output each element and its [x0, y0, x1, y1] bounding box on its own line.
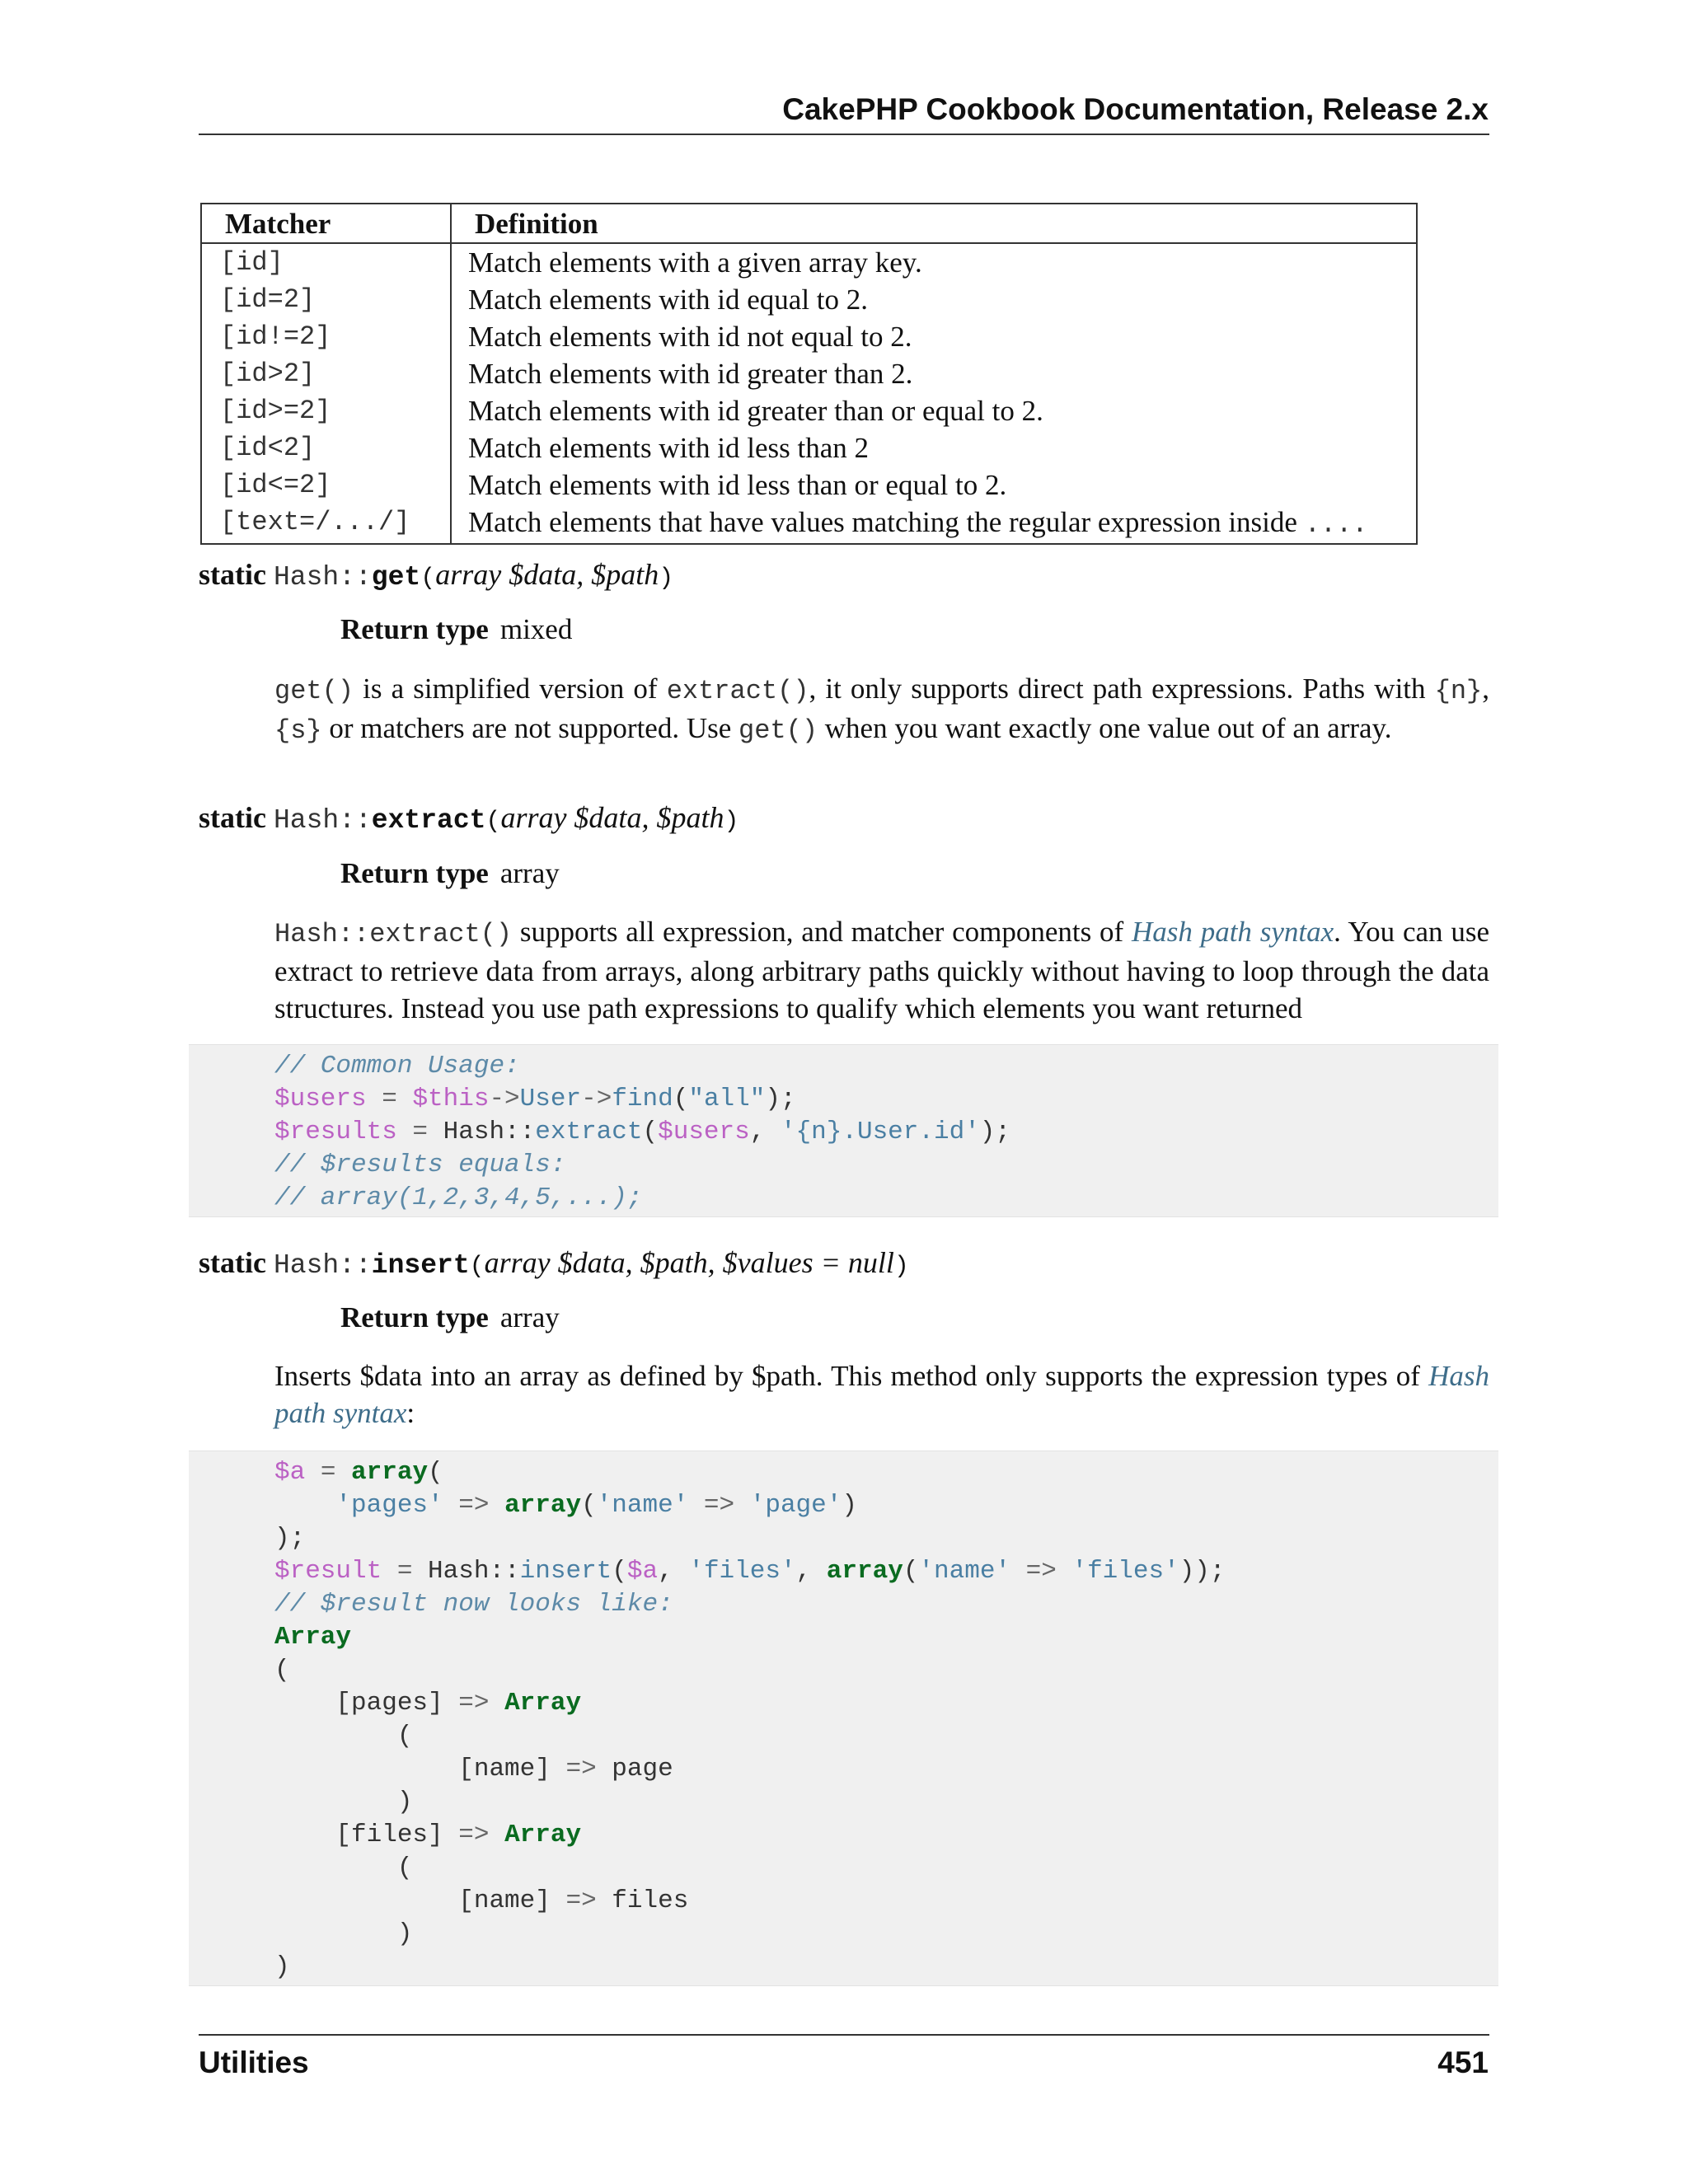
hash-path-syntax-link[interactable]: Hash path syntax: [274, 1360, 1489, 1429]
code-punct: );: [765, 1085, 796, 1113]
extract-return-type: [340, 857, 560, 890]
code-punct: (: [673, 1085, 689, 1113]
running-header-title: CakePHP Cookbook Documentation, Release 2.x: [782, 92, 1489, 126]
code-string: '{n}.User.id': [780, 1118, 980, 1146]
page-number: 451: [1437, 2046, 1489, 2079]
table-row: [201, 466, 1417, 504]
inline-code: Hash::extract(): [274, 919, 513, 949]
code-op: ->: [581, 1085, 612, 1113]
text: :: [406, 1397, 415, 1429]
column-header-matcher: Matcher: [201, 204, 451, 243]
code-text: [189, 1045, 1498, 1215]
extract-description: [274, 913, 1489, 1027]
text: . You can use extract to retrieve data from arrays, along arbitrary paths quickly without having to loop through the data structures. Instead you use path expressions to qualify which elements you want returned: [274, 916, 1489, 1024]
get-description: [274, 670, 1489, 749]
return-type-label: Return type: [340, 857, 489, 889]
definition-cell: Match elements with a given array key.: [468, 246, 922, 279]
table-header-row: [201, 204, 1417, 243]
code-var: $this: [412, 1085, 490, 1113]
open-paren: (: [469, 1253, 485, 1281]
hash-path-syntax-link[interactable]: Hash path syntax: [1132, 916, 1334, 948]
return-type-label: Return type: [340, 1301, 489, 1333]
code-comment: // Common Usage:: [274, 1052, 520, 1080]
open-paren: (: [485, 808, 501, 836]
text: ,: [1482, 673, 1489, 705]
inline-code: {n}: [1434, 676, 1483, 706]
table-row: [201, 355, 1417, 392]
footer-section-title: Utilities: [199, 2046, 309, 2079]
matcher-cell: [id=2]: [201, 281, 451, 318]
matcher-cell: [id<2]: [201, 429, 451, 466]
insert-code-block: [189, 1451, 1498, 1986]
method-name: insert: [371, 1250, 470, 1281]
static-keyword: static: [199, 801, 266, 834]
text: Inserts $data into an array as defined by $path. This method only supports the expression types of: [274, 1360, 1429, 1392]
matcher-cell: [id>=2]: [201, 392, 451, 429]
matcher-table: [200, 203, 1418, 545]
static-keyword: static: [199, 1246, 266, 1279]
definition-ellipsis: ....: [1304, 509, 1368, 540]
code-punct: );: [979, 1118, 1011, 1146]
code-var: $results: [274, 1118, 397, 1146]
method-name: extract: [371, 805, 486, 836]
method-args: array $data, $path: [435, 558, 659, 591]
table-row: [201, 429, 1417, 466]
matcher-cell: [id]: [201, 243, 451, 281]
text: supports all expression, and matcher components of: [512, 916, 1132, 948]
table-row: [201, 318, 1417, 355]
code-comment: // array(1,2,3,4,5,...);: [274, 1183, 643, 1212]
extract-code-block: [189, 1044, 1498, 1217]
code-op: ->: [489, 1085, 520, 1113]
code-string: "all": [688, 1085, 766, 1113]
code-text: $a = array( 'pages' => array('name' => 'page') ); $result = Hash::insert($a, 'files', array('name' => 'files')); // $result now looks like: Array ( [pages] => Array ( [name] => page ) [files] => Array ( [name] => files ) ): [274, 1458, 1226, 1981]
extract-signature: [199, 800, 738, 836]
table-row: [201, 281, 1417, 318]
class-prefix: Hash::: [273, 805, 372, 836]
matcher-cell: [id<=2]: [201, 466, 451, 504]
return-type-value: array: [499, 857, 560, 889]
inline-code: get(): [274, 676, 354, 706]
definition-cell: Match elements with id less than or equal to 2.: [468, 469, 1007, 501]
class-prefix: Hash::: [273, 1250, 372, 1281]
text: , it only supports direct path expressions. Paths with: [809, 673, 1435, 705]
definition-text: Match elements that have values matching the regular expression inside: [468, 506, 1297, 538]
get-return-type: [340, 613, 572, 646]
insert-description: [274, 1357, 1489, 1432]
definition-cell: Match elements with id greater than or equal to 2.: [468, 395, 1043, 427]
text: when you want exactly one value out of an array.: [818, 712, 1392, 744]
insert-return-type: [340, 1301, 560, 1334]
header-divider: [199, 134, 1489, 135]
close-paren: ): [659, 565, 674, 593]
definition-cell: Match elements with id equal to 2.: [468, 284, 869, 316]
code-name: extract: [535, 1118, 643, 1146]
definition-cell: Match elements with id greater than 2.: [468, 358, 913, 390]
table-row: [201, 243, 1417, 281]
open-paren: (: [420, 565, 436, 593]
text: is a simplified version of: [354, 673, 667, 705]
footer-divider: [199, 2034, 1489, 2036]
code-name: find: [612, 1085, 673, 1113]
static-keyword: static: [199, 558, 266, 591]
class-prefix: Hash::: [273, 562, 372, 593]
definition-cell: Match elements with id not equal to 2.: [468, 321, 912, 353]
insert-signature: [199, 1245, 909, 1281]
inline-code: get(): [738, 715, 818, 746]
definition-cell: Match elements with id less than 2: [468, 432, 870, 464]
code-var: $users: [274, 1085, 367, 1113]
matcher-cell: [text=/.../]: [201, 504, 451, 544]
close-paren: ): [893, 1253, 909, 1281]
get-signature: [199, 557, 673, 593]
code-name: User: [519, 1085, 582, 1113]
code-class: Hash::: [443, 1118, 536, 1146]
text: or matchers are not supported. Use: [321, 712, 739, 744]
code-op: =: [396, 1118, 443, 1146]
code-punct: ,: [749, 1118, 781, 1146]
method-args: array $data, $path, $values = null: [484, 1246, 894, 1279]
method-name: get: [371, 562, 421, 593]
code-punct: (: [642, 1118, 659, 1146]
matcher-cell: [id!=2]: [201, 318, 451, 355]
close-paren: ): [724, 808, 739, 836]
column-header-definition: Definition: [451, 204, 1417, 243]
matcher-cell: [id>2]: [201, 355, 451, 392]
table-row: [201, 392, 1417, 429]
code-op: =: [366, 1085, 413, 1113]
definition-cell: [451, 504, 1417, 544]
code-var: $users: [658, 1118, 750, 1146]
return-type-value: array: [499, 1301, 560, 1333]
inline-code: extract(): [666, 676, 809, 706]
table-row: [201, 504, 1417, 544]
inline-code: {s}: [274, 715, 322, 746]
method-args: array $data, $path: [500, 801, 724, 834]
return-type-value: mixed: [499, 613, 573, 645]
return-type-label: Return type: [340, 613, 489, 645]
code-comment: // $results equals:: [274, 1151, 566, 1179]
